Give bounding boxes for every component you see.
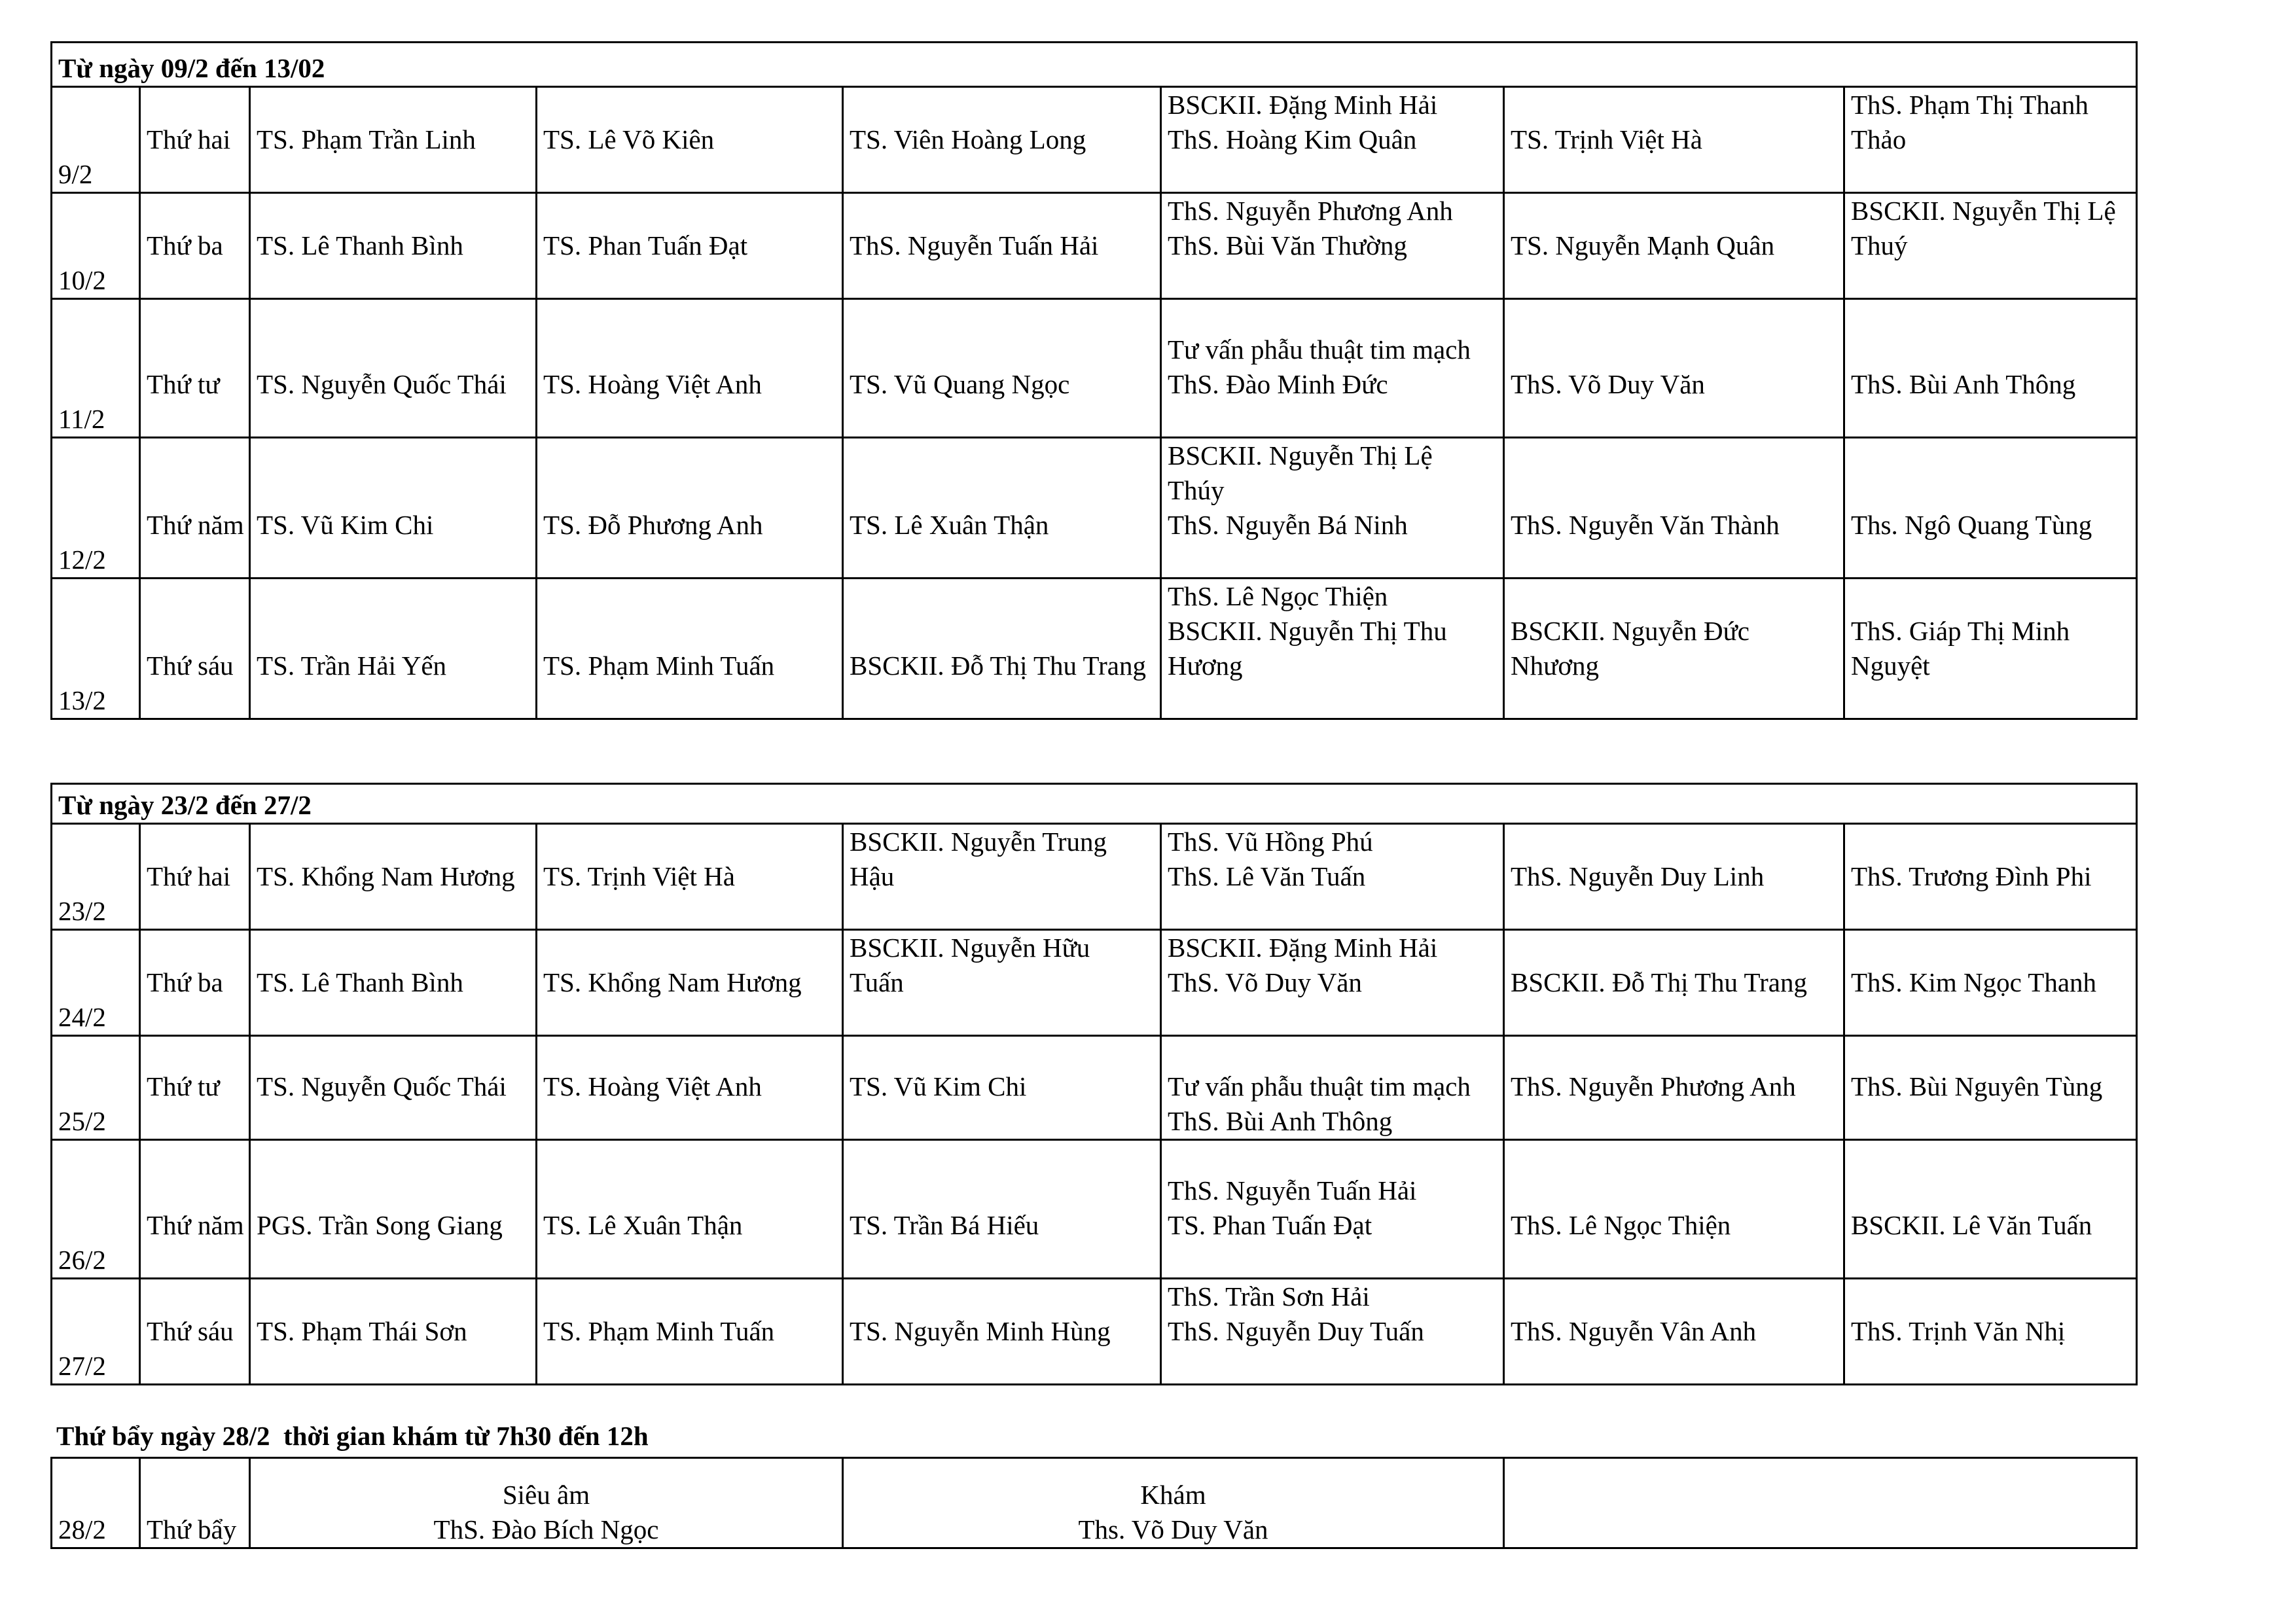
doctor-cell	[1161, 579, 1504, 719]
doctor-cell-content	[543, 228, 842, 298]
doctor-line: TS. Trần Bá Hiếu	[850, 1210, 1039, 1240]
exam-doctor: Ths. Võ Duy Văn	[1078, 1514, 1268, 1544]
doctor-line: Thảo	[1851, 124, 1907, 154]
schedule-row	[52, 1036, 2137, 1140]
doctor-cell	[537, 438, 843, 579]
doctor-cell	[843, 1036, 1161, 1140]
doctor-cell-content	[1851, 194, 2136, 298]
doctor-line: BSCKII. Đặng Minh Hải	[1168, 90, 1438, 120]
weekday-label: Thứ năm	[147, 510, 244, 540]
doctor-line: ThS. Đào Minh Đức	[1168, 369, 1388, 399]
doctor-cell	[1161, 87, 1504, 193]
doctor-cell-content	[257, 1208, 535, 1277]
doctor-cell	[250, 824, 537, 930]
exam-label: Khám	[1140, 1480, 1206, 1510]
doctor-cell	[843, 438, 1161, 579]
doctor-line: ThS. Lê Văn Tuấn	[1168, 861, 1366, 891]
doctor-line: Tuấn	[850, 967, 904, 997]
doctor-line: TS. Vũ Quang Ngọc	[850, 369, 1070, 399]
date-cell: 13/2	[52, 579, 140, 719]
doctor-cell	[1504, 579, 1844, 719]
doctor-cell-content	[1168, 931, 1503, 1035]
doctor-line: ThS. Trương Đình Phi	[1851, 861, 2092, 891]
doctor-cell-content	[850, 1069, 1160, 1139]
doctor-line: Tư vấn phẫu thuật tim mạch	[1168, 1071, 1471, 1101]
doctor-line: ThS. Kim Ngọc Thanh	[1851, 967, 2097, 997]
doctor-line: TS. Khổng Nam Hương	[257, 861, 515, 891]
doctor-line: ThS. Nguyễn Tuấn Hải	[1168, 1175, 1417, 1205]
doctor-cell-content	[850, 931, 1160, 1035]
doctor-cell	[1844, 438, 2137, 579]
doctor-line: Thuý	[1851, 230, 1908, 260]
doctor-cell-content	[1168, 332, 1503, 437]
weekday-label: Thứ năm	[147, 1210, 244, 1240]
doctor-line: BSCKII. Đặng Minh Hải	[1168, 933, 1438, 963]
schedule-row	[52, 930, 2137, 1036]
ultrasound-label: Siêu âm	[502, 1480, 590, 1510]
doctor-cell-content	[1168, 88, 1503, 192]
doctor-cell-content	[850, 1208, 1160, 1277]
doctor-line: BSCKII. Nguyễn Đức	[1511, 616, 1749, 646]
doctor-cell-content	[543, 508, 842, 577]
doctor-cell	[1844, 579, 2137, 719]
doctor-cell	[537, 299, 843, 438]
doctor-line: TS. Nguyễn Mạnh Quân	[1511, 230, 1775, 260]
doctor-line: Hậu	[850, 861, 895, 891]
doctor-cell-content	[543, 367, 842, 437]
doctor-line: TS. Lê Xuân Thận	[850, 510, 1049, 540]
doctor-line: TS. Khổng Nam Hương	[543, 967, 802, 997]
doctor-cell	[1504, 438, 1844, 579]
weekday-label: Thứ tư	[147, 1071, 220, 1101]
doctor-line: TS. Phạm Minh Tuấn	[543, 1316, 775, 1346]
weekday-label: Thứ ba	[147, 230, 223, 260]
weekday-label: Thứ tư	[147, 369, 220, 399]
doctor-cell	[537, 1279, 843, 1385]
doctor-line: BSCKII. Nguyễn Thị Thu	[1168, 616, 1447, 646]
doctor-cell	[537, 930, 843, 1036]
doctor-cell	[250, 1279, 537, 1385]
doctor-line: TS. Hoàng Việt Anh	[543, 369, 762, 399]
doctor-line: TS. Vũ Kim Chi	[257, 510, 434, 540]
doctor-line: TS. Phan Tuấn Đạt	[543, 230, 748, 260]
date-cell: 11/2	[52, 299, 140, 438]
doctor-cell-content	[1851, 1314, 2136, 1383]
doctor-cell	[537, 824, 843, 930]
doctor-line: ThS. Nguyễn Tuấn Hải	[850, 230, 1099, 260]
doctor-cell-content	[543, 1208, 842, 1277]
doctor-cell	[537, 87, 843, 193]
doctor-line: Tư vấn phẫu thuật tim mạch	[1168, 334, 1471, 365]
doctor-cell-content	[1168, 579, 1503, 718]
doctor-line: BSCKII. Đỗ Thị Thu Trang	[850, 651, 1146, 681]
doctor-line: ThS. Nguyễn Vân Anh	[1511, 1316, 1757, 1346]
doctor-cell	[250, 438, 537, 579]
weekday-cell	[140, 1140, 250, 1279]
doctor-line: BSCKII. Đỗ Thị Thu Trang	[1511, 967, 1807, 997]
doctor-cell-content	[257, 965, 535, 1035]
doctor-cell	[250, 193, 537, 299]
weekday-cell	[140, 579, 250, 719]
doctor-cell	[1844, 299, 2137, 438]
doctor-line: TS. Lê Thanh Bình	[257, 967, 463, 997]
doctor-cell-content	[1511, 228, 1843, 298]
doctor-cell-content	[1511, 1208, 1843, 1277]
doctor-cell-content	[543, 965, 842, 1035]
exam-cell	[843, 1458, 1504, 1548]
doctor-line: ThS. Lê Ngọc Thiện	[1511, 1210, 1731, 1240]
doctor-cell	[1504, 87, 1844, 193]
date-cell: 23/2	[52, 824, 140, 930]
doctor-line: ThS. Trần Sơn Hải	[1168, 1281, 1370, 1311]
doctor-cell	[843, 930, 1161, 1036]
weekday-cell	[140, 1036, 250, 1140]
doctor-cell	[1504, 193, 1844, 299]
doctor-cell	[1504, 824, 1844, 930]
doctor-cell-content	[1851, 965, 2136, 1035]
doctor-line: TS. Viên Hoàng Long	[850, 124, 1086, 154]
doctor-cell-content	[543, 1314, 842, 1383]
date-cell: 12/2	[52, 438, 140, 579]
doctor-cell-content	[257, 649, 535, 718]
doctor-line: ThS. Trịnh Văn Nhị	[1851, 1316, 2066, 1346]
schedule-row	[52, 1279, 2137, 1385]
schedule-header-row	[52, 43, 2137, 87]
date-cell: 25/2	[52, 1036, 140, 1140]
doctor-line: Hương	[1168, 651, 1243, 681]
doctor-line: ThS. Nguyễn Duy Tuấn	[1168, 1316, 1424, 1346]
doctor-line: ThS. Phạm Thị Thanh	[1851, 90, 2089, 120]
doctor-cell-content	[1511, 1314, 1843, 1383]
doctor-line: TS. Đỗ Phương Anh	[543, 510, 763, 540]
doctor-line: TS. Lê Võ Kiên	[543, 124, 715, 154]
doctor-cell-content	[1511, 965, 1843, 1035]
doctor-cell-content	[850, 228, 1160, 298]
schedule-row	[52, 438, 2137, 579]
doctor-line: TS. Lê Thanh Bình	[257, 230, 463, 260]
date-cell: 27/2	[52, 1279, 140, 1385]
doctor-cell-content	[1851, 508, 2136, 577]
doctor-line: ThS. Nguyễn Phương Anh	[1511, 1071, 1796, 1101]
doctor-cell	[1161, 930, 1504, 1036]
doctor-cell	[250, 299, 537, 438]
schedule-period-title: Từ ngày 23/2 đến 27/2	[52, 784, 2137, 824]
doctor-cell	[1504, 299, 1844, 438]
doctor-line: Nguyệt	[1851, 651, 1930, 681]
doctor-cell-content	[1511, 508, 1843, 577]
doctor-line: TS. Nguyễn Quốc Thái	[257, 369, 507, 399]
doctor-line: TS. Phan Tuấn Đạt	[1168, 1210, 1372, 1240]
doctor-cell	[250, 1140, 537, 1279]
doctor-cell-content	[1511, 614, 1843, 718]
doctor-cell-content	[257, 367, 535, 437]
doctor-cell-content	[1851, 614, 2136, 718]
ultrasound-doctor: ThS. Đào Bích Ngọc	[433, 1514, 659, 1544]
doctor-cell	[1504, 930, 1844, 1036]
saturday-row	[52, 1458, 2137, 1548]
doctor-cell	[843, 824, 1161, 930]
doctor-cell-content	[257, 1314, 535, 1383]
doctor-cell	[1844, 1140, 2137, 1279]
doctor-line: TS. Nguyễn Minh Hùng	[850, 1316, 1111, 1346]
doctor-cell-content	[543, 1069, 842, 1139]
doctor-line: Ths. Ngô Quang Tùng	[1851, 510, 2092, 540]
weekday-cell	[140, 193, 250, 299]
doctor-cell	[250, 1036, 537, 1140]
date-cell: 26/2	[52, 1140, 140, 1279]
doctor-cell-content	[850, 367, 1160, 437]
doctor-cell	[843, 87, 1161, 193]
doctor-line: ThS. Nguyễn Văn Thành	[1511, 510, 1780, 540]
doctor-cell-content	[257, 508, 535, 577]
schedule-row	[52, 87, 2137, 193]
doctor-cell	[1161, 1140, 1504, 1279]
doctor-cell-content	[1511, 859, 1843, 929]
date-cell: 28/2	[52, 1458, 140, 1548]
doctor-line: BSCKII. Nguyễn Trung	[850, 827, 1107, 857]
doctor-line: ThS. Võ Duy Văn	[1168, 967, 1362, 997]
schedule-row	[52, 579, 2137, 719]
ultrasound-cell	[250, 1458, 843, 1548]
schedule-period-title: Từ ngày 09/2 đến 13/02	[52, 43, 2137, 87]
doctor-line: TS. Lê Xuân Thận	[543, 1210, 743, 1240]
doctor-cell	[1504, 1279, 1844, 1385]
doctor-cell-content	[1168, 438, 1503, 577]
doctor-cell-content	[1168, 194, 1503, 298]
schedule-row	[52, 824, 2137, 930]
doctor-cell-content	[1851, 1069, 2136, 1139]
doctor-cell	[843, 1140, 1161, 1279]
doctor-cell-content	[543, 649, 842, 718]
doctor-line: TS. Phạm Minh Tuấn	[543, 651, 775, 681]
doctor-cell	[1844, 1279, 2137, 1385]
doctor-cell	[1161, 299, 1504, 438]
doctor-cell	[843, 299, 1161, 438]
weekday-cell	[140, 824, 250, 930]
doctor-line: ThS. Vũ Hồng Phú	[1168, 827, 1373, 857]
weekday-label: Thứ sáu	[147, 1316, 234, 1346]
doctor-cell	[1844, 1036, 2137, 1140]
doctor-cell-content	[543, 122, 842, 192]
doctor-cell	[1504, 1036, 1844, 1140]
doctor-cell-content	[850, 649, 1160, 718]
doctor-line: ThS. Bùi Anh Thông	[1168, 1106, 1393, 1136]
doctor-cell	[250, 579, 537, 719]
doctor-cell	[843, 193, 1161, 299]
doctor-cell	[1844, 930, 2137, 1036]
doctor-line: BSCKII. Nguyễn Thị Lệ	[1168, 440, 1433, 471]
doctor-line: TS. Phạm Trần Linh	[257, 124, 476, 154]
doctor-cell	[250, 930, 537, 1036]
doctor-line: ThS. Hoàng Kim Quân	[1168, 124, 1417, 154]
doctor-cell	[250, 87, 537, 193]
saturday-table	[50, 1457, 2138, 1549]
doctor-line: TS. Trịnh Việt Hà	[1511, 124, 1702, 154]
doctor-cell-content	[1851, 367, 2136, 437]
weekday-cell: Thứ bẩy	[140, 1458, 250, 1548]
schedule-table-week-2	[50, 783, 2138, 1385]
schedule-header-row	[52, 784, 2137, 824]
doctor-cell-content	[1168, 1173, 1503, 1277]
doctor-cell-content	[1168, 1069, 1503, 1139]
doctor-cell	[1161, 193, 1504, 299]
doctor-line: BSCKII. Nguyễn Thị Lệ	[1851, 196, 2116, 226]
doctor-line: TS. Trịnh Việt Hà	[543, 861, 735, 891]
weekday-cell	[140, 87, 250, 193]
doctor-cell	[537, 1036, 843, 1140]
doctor-cell-content	[257, 122, 535, 192]
doctor-line: ThS. Nguyễn Phương Anh	[1168, 196, 1453, 226]
doctor-cell	[1161, 1279, 1504, 1385]
saturday-heading: Thứ bẩy ngày 28/2 thời gian khám từ 7h30 đến 12h	[56, 1421, 649, 1451]
doctor-line: Thúy	[1168, 475, 1225, 505]
doctor-cell	[537, 579, 843, 719]
doctor-cell	[537, 1140, 843, 1279]
doctor-cell-content	[850, 825, 1160, 929]
doctor-line: TS. Phạm Thái Sơn	[257, 1316, 467, 1346]
doctor-cell-content	[1511, 122, 1843, 192]
doctor-cell-content	[257, 1069, 535, 1139]
weekday-label: Thứ ba	[147, 967, 223, 997]
doctor-cell	[1161, 824, 1504, 930]
schedule-row	[52, 193, 2137, 299]
doctor-line: TS. Trần Hải Yến	[257, 651, 447, 681]
weekday-label: Thứ hai	[147, 861, 231, 891]
doctor-line: ThS. Lê Ngọc Thiện	[1168, 581, 1388, 611]
weekday-cell	[140, 299, 250, 438]
doctor-cell-content	[257, 859, 535, 929]
weekday-label: Thứ hai	[147, 124, 231, 154]
doctor-line: TS. Hoàng Việt Anh	[543, 1071, 762, 1101]
empty-cell	[1504, 1458, 2137, 1548]
doctor-line: ThS. Bùi Anh Thông	[1851, 369, 2076, 399]
schedule-row	[52, 299, 2137, 438]
weekday-cell	[140, 438, 250, 579]
doctor-cell-content	[1168, 825, 1503, 929]
doctor-cell	[1504, 1140, 1844, 1279]
weekday-label: Thứ sáu	[147, 651, 234, 681]
doctor-cell-content	[1851, 859, 2136, 929]
doctor-cell-content	[1851, 1208, 2136, 1277]
schedule-row	[52, 1140, 2137, 1279]
doctor-cell-content	[1511, 1069, 1843, 1139]
date-cell: 24/2	[52, 930, 140, 1036]
doctor-cell-content	[850, 508, 1160, 577]
doctor-cell-content	[850, 1314, 1160, 1383]
doctor-line: Nhương	[1511, 651, 1600, 681]
weekday-cell	[140, 930, 250, 1036]
doctor-cell	[843, 579, 1161, 719]
doctor-line: ThS. Võ Duy Văn	[1511, 369, 1705, 399]
doctor-line: TS. Nguyễn Quốc Thái	[257, 1071, 507, 1101]
date-cell: 10/2	[52, 193, 140, 299]
date-cell: 9/2	[52, 87, 140, 193]
doctor-cell-content	[543, 859, 842, 929]
doctor-line: TS. Vũ Kim Chi	[850, 1071, 1027, 1101]
doctor-cell-content	[1851, 88, 2136, 192]
doctor-line: PGS. Trần Song Giang	[257, 1210, 503, 1240]
doctor-cell	[1161, 1036, 1504, 1140]
doctor-line: BSCKII. Nguyễn Hữu	[850, 933, 1090, 963]
doctor-line: ThS. Giáp Thị Minh	[1851, 616, 2070, 646]
doctor-cell	[537, 193, 843, 299]
doctor-line: ThS. Nguyễn Bá Ninh	[1168, 510, 1408, 540]
doctor-line: ThS. Bùi Nguyên Tùng	[1851, 1071, 2103, 1101]
doctor-line: ThS. Bùi Văn Thường	[1168, 230, 1407, 260]
schedule-table-week-1	[50, 41, 2138, 720]
doctor-cell	[1844, 87, 2137, 193]
doctor-cell	[1844, 824, 2137, 930]
doctor-cell-content	[1168, 1279, 1503, 1383]
weekday-cell	[140, 1279, 250, 1385]
doctor-line: BSCKII. Lê Văn Tuấn	[1851, 1210, 2092, 1240]
doctor-cell	[843, 1279, 1161, 1385]
doctor-cell-content	[850, 122, 1160, 192]
doctor-cell-content	[257, 228, 535, 298]
doctor-line: ThS. Nguyễn Duy Linh	[1511, 861, 1765, 891]
doctor-cell-content	[1511, 367, 1843, 437]
doctor-cell	[1161, 438, 1504, 579]
doctor-cell	[1844, 193, 2137, 299]
